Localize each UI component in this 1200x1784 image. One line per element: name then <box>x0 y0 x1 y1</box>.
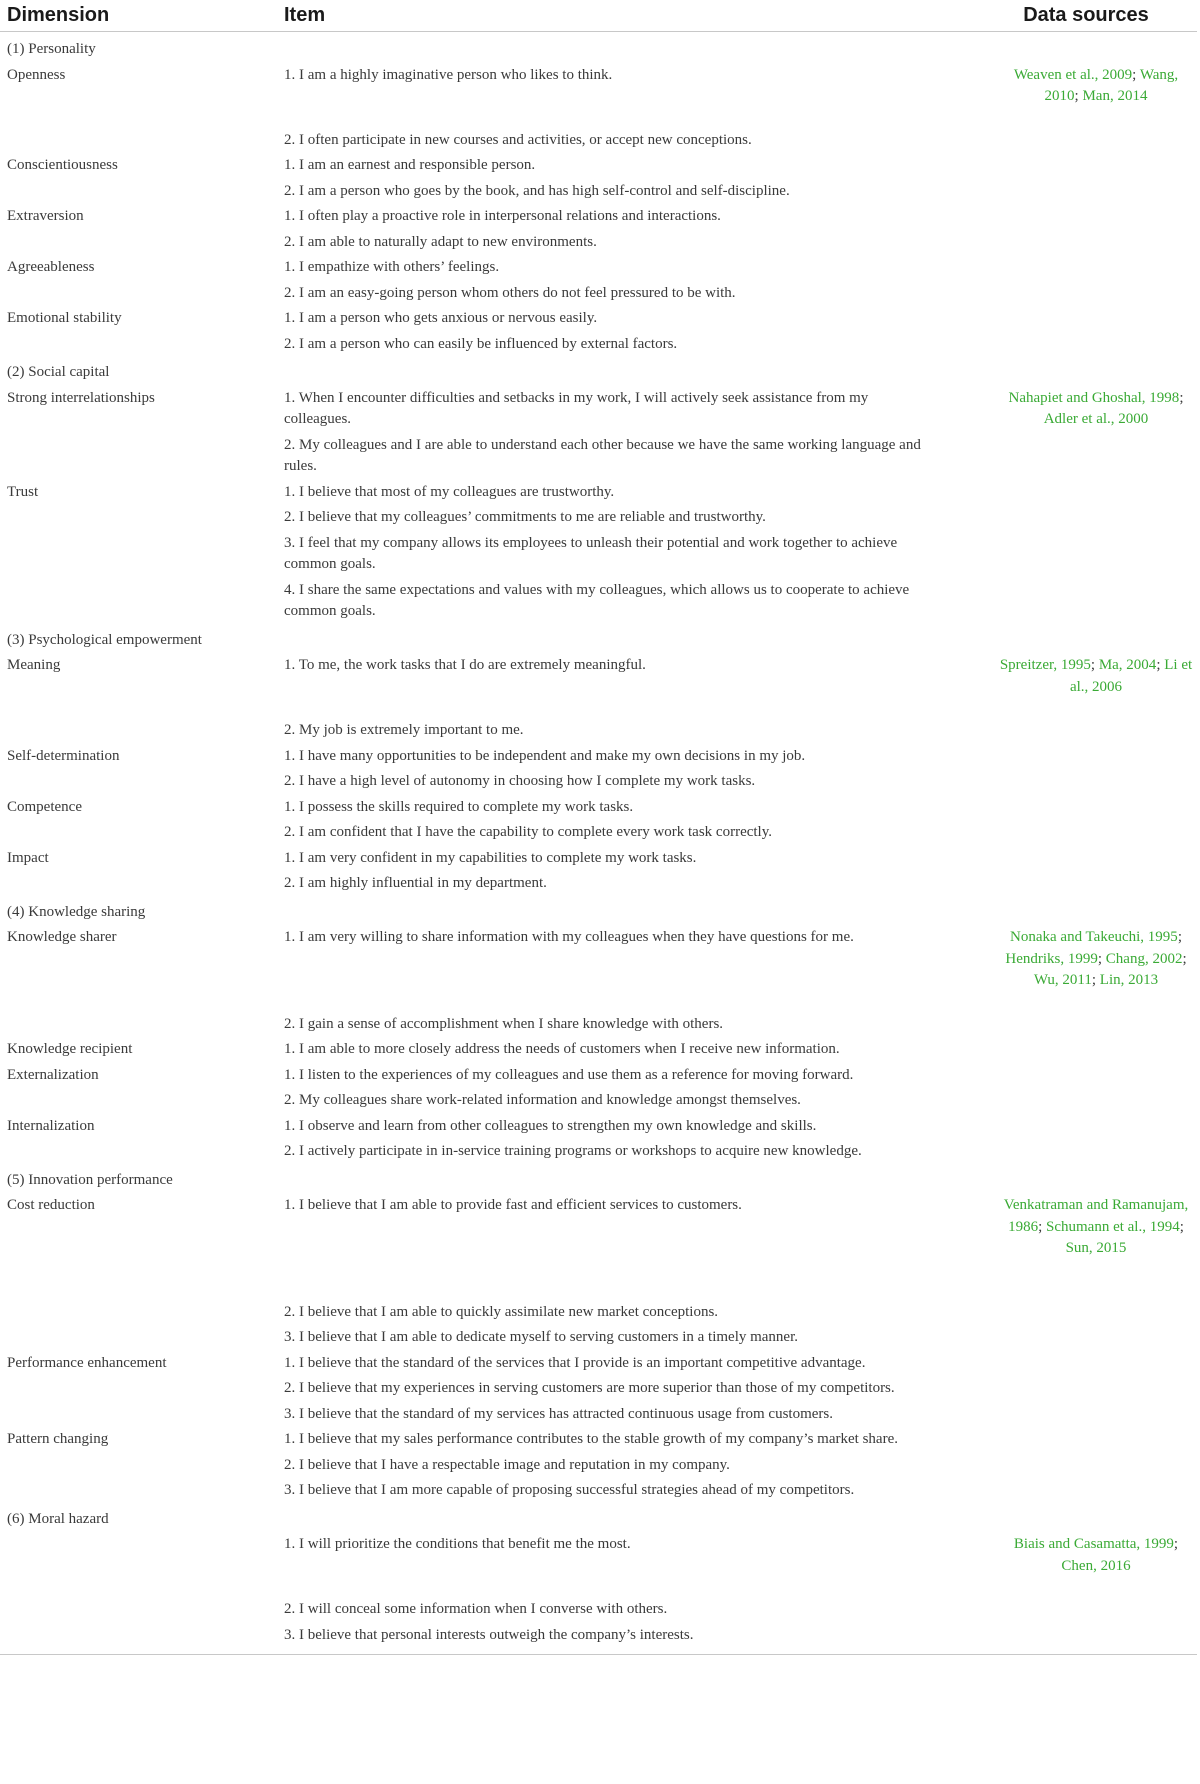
item-cell: 2. I am a person who goes by the book, and has high self-control and self-discipline. <box>284 182 790 199</box>
item-cell: 1. I am an earnest and responsible person. <box>284 157 536 173</box>
data-sources-cell <box>937 1351 1197 1377</box>
data-sources-cell <box>937 795 1197 821</box>
section-row <box>0 1504 1197 1533</box>
dimension-cell <box>0 230 277 256</box>
data-sources-cell <box>937 1088 1197 1114</box>
table-row <box>0 153 1197 179</box>
section-row <box>0 897 1197 926</box>
table-row <box>0 1088 1197 1114</box>
data-sources-cell <box>937 578 1197 625</box>
dimension-cell: Conscientiousness <box>7 157 118 173</box>
citation-separator: ; <box>1132 66 1140 83</box>
data-sources-cell <box>937 1478 1197 1504</box>
item-cell: 2. I am a person who can easily be influenced by external factors. <box>284 335 678 352</box>
item-cell: 2. I believe that I have a respectable image and reputation in my company. <box>284 1456 730 1473</box>
table-row <box>0 795 1197 821</box>
table-row <box>0 578 1197 625</box>
item-cell: 1. I often play a proactive role in interpersonal relations and interactions. <box>284 208 721 224</box>
item-cell: 1. I empathize with others’ feelings. <box>284 259 500 275</box>
dimension-cell <box>0 1088 277 1114</box>
data-sources-cell <box>937 230 1197 256</box>
dimension-cell <box>0 1453 277 1479</box>
table-header <box>0 0 1197 32</box>
citation-separator: ; <box>1038 1218 1046 1235</box>
table-row <box>0 1300 1197 1326</box>
item-cell: 3. I believe that I am more capable of proposing successful strategies ahead of my competitors. <box>284 1482 855 1498</box>
item-cell: 1. I possess the skills required to complete my work tasks. <box>284 798 634 815</box>
data-sources-cell <box>937 871 1197 897</box>
section-row <box>0 32 1197 63</box>
item-cell: 2. I have a high level of autonomy in choosing how I complete my work tasks. <box>284 773 756 789</box>
dimension-cell <box>0 769 277 795</box>
item-cell: 3. I believe that personal interests outweigh the company’s interests. <box>277 1623 937 1655</box>
data-sources-cell <box>937 1623 1197 1655</box>
table-row <box>0 63 1197 128</box>
data-sources-cell <box>937 1402 1197 1428</box>
citation-link[interactable]: Adler et al., 2000 <box>1043 411 1149 427</box>
item-cell: 1. I will prioritize the conditions that benefit me the most. <box>284 1536 631 1552</box>
dimension-cell: Emotional stability <box>7 310 122 326</box>
item-cell: 3. I feel that my company allows its employees to unleash their potential and work together to achieve common goals. <box>284 534 898 572</box>
dimension-cell <box>0 1623 277 1655</box>
data-sources-cell <box>937 1114 1197 1140</box>
dimension-cell <box>0 1300 277 1326</box>
citation-separator: ; <box>1090 657 1099 673</box>
table-row <box>0 1012 1197 1038</box>
empty-cell <box>277 357 937 386</box>
citation-link[interactable]: Spreitzer, 1995 <box>999 657 1091 673</box>
section-row <box>0 357 1197 386</box>
dimension-cell: Trust <box>7 483 39 500</box>
item-cell: 1. To me, the work tasks that I do are extremely meaningful. <box>284 657 646 673</box>
citation-link[interactable]: Nahapiet and Ghoshal, 1998 <box>1008 389 1180 406</box>
data-sources-cell <box>937 718 1197 744</box>
dimension-cell <box>0 531 277 578</box>
table-row <box>0 1402 1197 1428</box>
section-title: (3) Psychological empowerment <box>7 631 202 648</box>
citation-link[interactable]: Chang, 2002 <box>1105 950 1183 967</box>
citation-link[interactable]: Wu, 2011 <box>1033 972 1092 988</box>
item-cell: 3. I believe that the standard of my services has attracted continuous usage from customers. <box>284 1405 833 1422</box>
data-sources-cell <box>937 846 1197 872</box>
citation-separator: ; <box>1177 929 1182 945</box>
citation-link[interactable]: Nonaka and Takeuchi, 1995 <box>1010 929 1178 945</box>
table-row <box>0 925 1197 1012</box>
data-sources-cell <box>937 255 1197 281</box>
table-row <box>0 846 1197 872</box>
data-sources-cell <box>937 153 1197 179</box>
data-sources-cell <box>937 1453 1197 1479</box>
data-sources-cell <box>937 653 1197 718</box>
header-row <box>0 0 1197 32</box>
item-cell: 2. I am confident that I have the capability to complete every work task correctly. <box>284 824 773 840</box>
table-row <box>0 480 1197 506</box>
item-cell: 2. I believe that my colleagues’ commitments to me are reliable and trustworthy. <box>284 509 766 525</box>
data-sources-cell <box>937 1597 1197 1623</box>
dimension-cell: Strong interrelationships <box>7 389 155 406</box>
table-row <box>0 230 1197 256</box>
section-row <box>0 1165 1197 1194</box>
dimension-cell: Knowledge recipient <box>7 1041 133 1057</box>
empty-cell <box>277 1165 937 1194</box>
table-row <box>0 1325 1197 1351</box>
table-row <box>0 1597 1197 1623</box>
citation-separator: ; <box>1173 1536 1179 1552</box>
item-cell: 2. I am highly influential in my department. <box>284 875 547 891</box>
empty-cell <box>937 357 1197 386</box>
section-title: (4) Knowledge sharing <box>7 903 146 920</box>
table-row <box>0 1063 1197 1089</box>
dimension-cell: Internalization <box>7 1117 95 1134</box>
table-row <box>0 204 1197 230</box>
data-sources-cell <box>937 1193 1197 1300</box>
data-sources-cell <box>937 332 1197 358</box>
data-sources-cell <box>937 433 1197 480</box>
citation-link[interactable]: Chen, 2016 <box>1061 1557 1131 1574</box>
data-sources-cell <box>937 1532 1197 1597</box>
dimension-cell <box>0 820 277 846</box>
data-sources-cell <box>937 1300 1197 1326</box>
dimension-cell <box>0 433 277 480</box>
dimension-cell <box>0 1478 277 1504</box>
data-sources-cell <box>937 128 1197 154</box>
dimension-cell <box>0 128 277 154</box>
data-sources-cell <box>937 1325 1197 1351</box>
citation-link[interactable]: Weaven et al., 2009 <box>1013 66 1133 83</box>
item-cell: 1. I am able to more closely address the needs of customers when I receive new information. <box>284 1041 840 1057</box>
empty-cell <box>937 625 1197 654</box>
table-body <box>0 32 1197 1655</box>
dimension-cell <box>0 179 277 205</box>
citation-link[interactable]: Wang, 2010 <box>1044 66 1179 104</box>
data-sources-cell <box>937 1012 1197 1038</box>
section-title: (6) Moral hazard <box>7 1510 109 1527</box>
dimension-cell: Agreeableness <box>7 259 95 275</box>
empty-cell <box>277 32 937 63</box>
citation-separator: ; <box>1074 88 1083 104</box>
table-row <box>0 1139 1197 1165</box>
table-row <box>0 433 1197 480</box>
dimension-cell: Impact <box>7 849 49 866</box>
citation-separator: ; <box>1097 950 1106 967</box>
dimension-cell: Pattern changing <box>7 1431 109 1447</box>
data-sources-cell <box>937 505 1197 531</box>
table-row <box>0 1376 1197 1402</box>
table-row <box>0 1114 1197 1140</box>
table-row <box>0 1351 1197 1377</box>
dimension-cell <box>0 281 277 307</box>
table-row <box>0 744 1197 770</box>
data-sources-cell <box>937 386 1197 433</box>
item-cell: 1. I have many opportunities to be independent and make my own decisions in my job. <box>284 747 806 764</box>
table-row <box>0 1623 1197 1655</box>
section-row <box>0 625 1197 654</box>
citation-separator: ; <box>1182 950 1187 967</box>
citation-link[interactable]: Lin, 2013 <box>1099 972 1159 988</box>
dimension-cell <box>0 505 277 531</box>
citation-link[interactable]: Ma, 2004 <box>1098 657 1157 673</box>
header-dimension: Dimension <box>0 0 277 32</box>
item-cell: 2. I believe that I am able to quickly assimilate new market conceptions. <box>284 1303 719 1320</box>
section-title: (2) Social capital <box>7 364 110 380</box>
table-row <box>0 1037 1197 1063</box>
dimension-cell: Performance enhancement <box>7 1354 167 1371</box>
table-row <box>0 1532 1197 1597</box>
table-row <box>0 332 1197 358</box>
item-cell: 2. I often participate in new courses and activities, or accept new conceptions. <box>284 131 752 148</box>
table-row <box>0 871 1197 897</box>
item-cell: 1. I am very confident in my capabilities to complete my work tasks. <box>284 849 697 866</box>
dimension-cell: Externalization <box>7 1066 99 1083</box>
item-cell: 2. I will conceal some information when I converse with others. <box>284 1601 668 1617</box>
dimension-cell <box>0 332 277 358</box>
data-sources-cell <box>937 204 1197 230</box>
citation-link[interactable]: Biais and Casamatta, 1999 <box>1013 1536 1174 1552</box>
item-cell: 2. I believe that my experiences in serving customers are more superior than those of my competitors. <box>284 1380 895 1396</box>
item-cell: 2. I gain a sense of accomplishment when I share knowledge with others. <box>284 1015 724 1032</box>
header-item: Item <box>277 0 937 32</box>
citation-link[interactable]: Schumann et al., 1994 <box>1046 1218 1180 1235</box>
item-cell: 3. I believe that I am able to dedicate myself to serving customers in a timely manner. <box>284 1329 799 1345</box>
data-sources-cell <box>937 1376 1197 1402</box>
citation-separator: ; <box>1179 389 1184 406</box>
table-row <box>0 306 1197 332</box>
item-cell: 2. I actively participate in in-service training programs or workshops to acquire new knowledge. <box>284 1143 862 1159</box>
citation-separator: ; <box>1091 972 1100 988</box>
item-cell: 1. I observe and learn from other colleagues to strengthen my own knowledge and skills. <box>284 1117 817 1134</box>
header-data-sources: Data sources <box>937 0 1197 32</box>
item-cell: 1. I am a person who gets anxious or nervous easily. <box>284 310 598 326</box>
citation-link[interactable]: Hendriks, 1999 <box>1005 950 1098 967</box>
table-row <box>0 281 1197 307</box>
citation-link[interactable]: Venkatraman and Ramanujam, 1986 <box>1003 1197 1189 1235</box>
dimension-cell <box>0 1139 277 1165</box>
table-row <box>0 255 1197 281</box>
item-cell: 1. I am a highly imaginative person who likes to think. <box>284 66 613 83</box>
item-cell: 2. My colleagues and I are able to understand each other because we have the same working language and rules. <box>284 436 921 474</box>
citation-link[interactable]: Sun, 2015 <box>1065 1240 1127 1256</box>
empty-cell <box>937 1504 1197 1533</box>
data-sources-cell <box>937 531 1197 578</box>
data-sources-cell <box>937 1037 1197 1063</box>
table-row <box>0 1453 1197 1479</box>
table-row <box>0 653 1197 718</box>
item-cell: 4. I share the same expectations and values with my colleagues, which allows us to cooperate to achieve common goals. <box>284 581 910 619</box>
data-sources-cell <box>937 1427 1197 1453</box>
citation-link[interactable]: Man, 2014 <box>1082 88 1148 104</box>
table-row <box>0 820 1197 846</box>
empty-cell <box>277 1504 937 1533</box>
data-sources-cell <box>937 63 1197 128</box>
dimension-cell: Meaning <box>7 657 61 673</box>
dimension-cell <box>0 1597 277 1623</box>
dimension-cell <box>0 871 277 897</box>
data-sources-cell <box>937 1063 1197 1089</box>
item-cell: 1. I believe that my sales performance contributes to the stable growth of my company’s market share. <box>284 1431 898 1447</box>
dimension-cell <box>0 718 277 744</box>
table-row <box>0 1478 1197 1504</box>
table-row <box>0 128 1197 154</box>
table-row <box>0 531 1197 578</box>
citation-separator: ; <box>1179 1218 1184 1235</box>
dimension-cell: Knowledge sharer <box>7 929 117 945</box>
data-sources-cell <box>937 820 1197 846</box>
section-title: (1) Personality <box>7 41 96 57</box>
data-sources-cell <box>937 281 1197 307</box>
data-sources-cell <box>937 744 1197 770</box>
table-row <box>0 386 1197 433</box>
item-cell: 2. I am an easy-going person whom others do not feel pressured to be with. <box>284 284 736 301</box>
table-row <box>0 1427 1197 1453</box>
item-cell: 1. I listen to the experiences of my colleagues and use them as a reference for moving forward. <box>284 1066 854 1083</box>
empty-cell <box>937 32 1197 63</box>
data-sources-cell <box>937 1139 1197 1165</box>
dimension-cell: Openness <box>7 66 66 83</box>
dimension-cell <box>0 1402 277 1428</box>
dimension-cell: Competence <box>7 798 82 815</box>
item-cell: 2. I am able to naturally adapt to new environments. <box>284 233 597 250</box>
dimension-cell <box>0 1532 277 1597</box>
citation-separator: ; <box>1156 657 1165 673</box>
item-cell: 1. I believe that most of my colleagues are trustworthy. <box>284 483 615 500</box>
empty-cell <box>937 897 1197 926</box>
table-row <box>0 505 1197 531</box>
dimension-cell <box>0 1376 277 1402</box>
table-row <box>0 179 1197 205</box>
item-cell: 2. My job is extremely important to me. <box>284 722 524 738</box>
empty-cell <box>277 625 937 654</box>
data-sources-cell <box>937 480 1197 506</box>
dimension-cell: Extraversion <box>7 208 84 224</box>
data-sources-cell <box>937 179 1197 205</box>
dimension-cell: Cost reduction <box>7 1197 95 1213</box>
dimension-cell <box>0 1325 277 1351</box>
item-cell: 1. I believe that the standard of the services that I provide is an important competitive advantage. <box>284 1354 866 1371</box>
item-cell: 1. When I encounter difficulties and setbacks in my work, I will actively seek assistance from my colleagues. <box>284 389 869 427</box>
section-title: (5) Innovation performance <box>7 1171 173 1188</box>
empty-cell <box>277 897 937 926</box>
item-cell: 1. I am very willing to share information with my colleagues when they have questions for me. <box>284 929 854 945</box>
table-row <box>0 769 1197 795</box>
table-row <box>0 718 1197 744</box>
empty-cell <box>937 1165 1197 1194</box>
data-sources-cell <box>937 925 1197 1012</box>
item-cell: 2. My colleagues share work-related information and knowledge amongst themselves. <box>284 1092 801 1108</box>
dimension-cell <box>0 1012 277 1038</box>
dimension-cell <box>0 578 277 625</box>
item-cell: 1. I believe that I am able to provide fast and efficient services to customers. <box>284 1197 742 1213</box>
citation-link[interactable]: Li et al., 2006 <box>1069 657 1193 695</box>
data-sources-cell <box>937 306 1197 332</box>
table-row <box>0 1193 1197 1300</box>
dimension-cell: Self-determination <box>7 747 120 764</box>
data-sources-cell <box>937 769 1197 795</box>
